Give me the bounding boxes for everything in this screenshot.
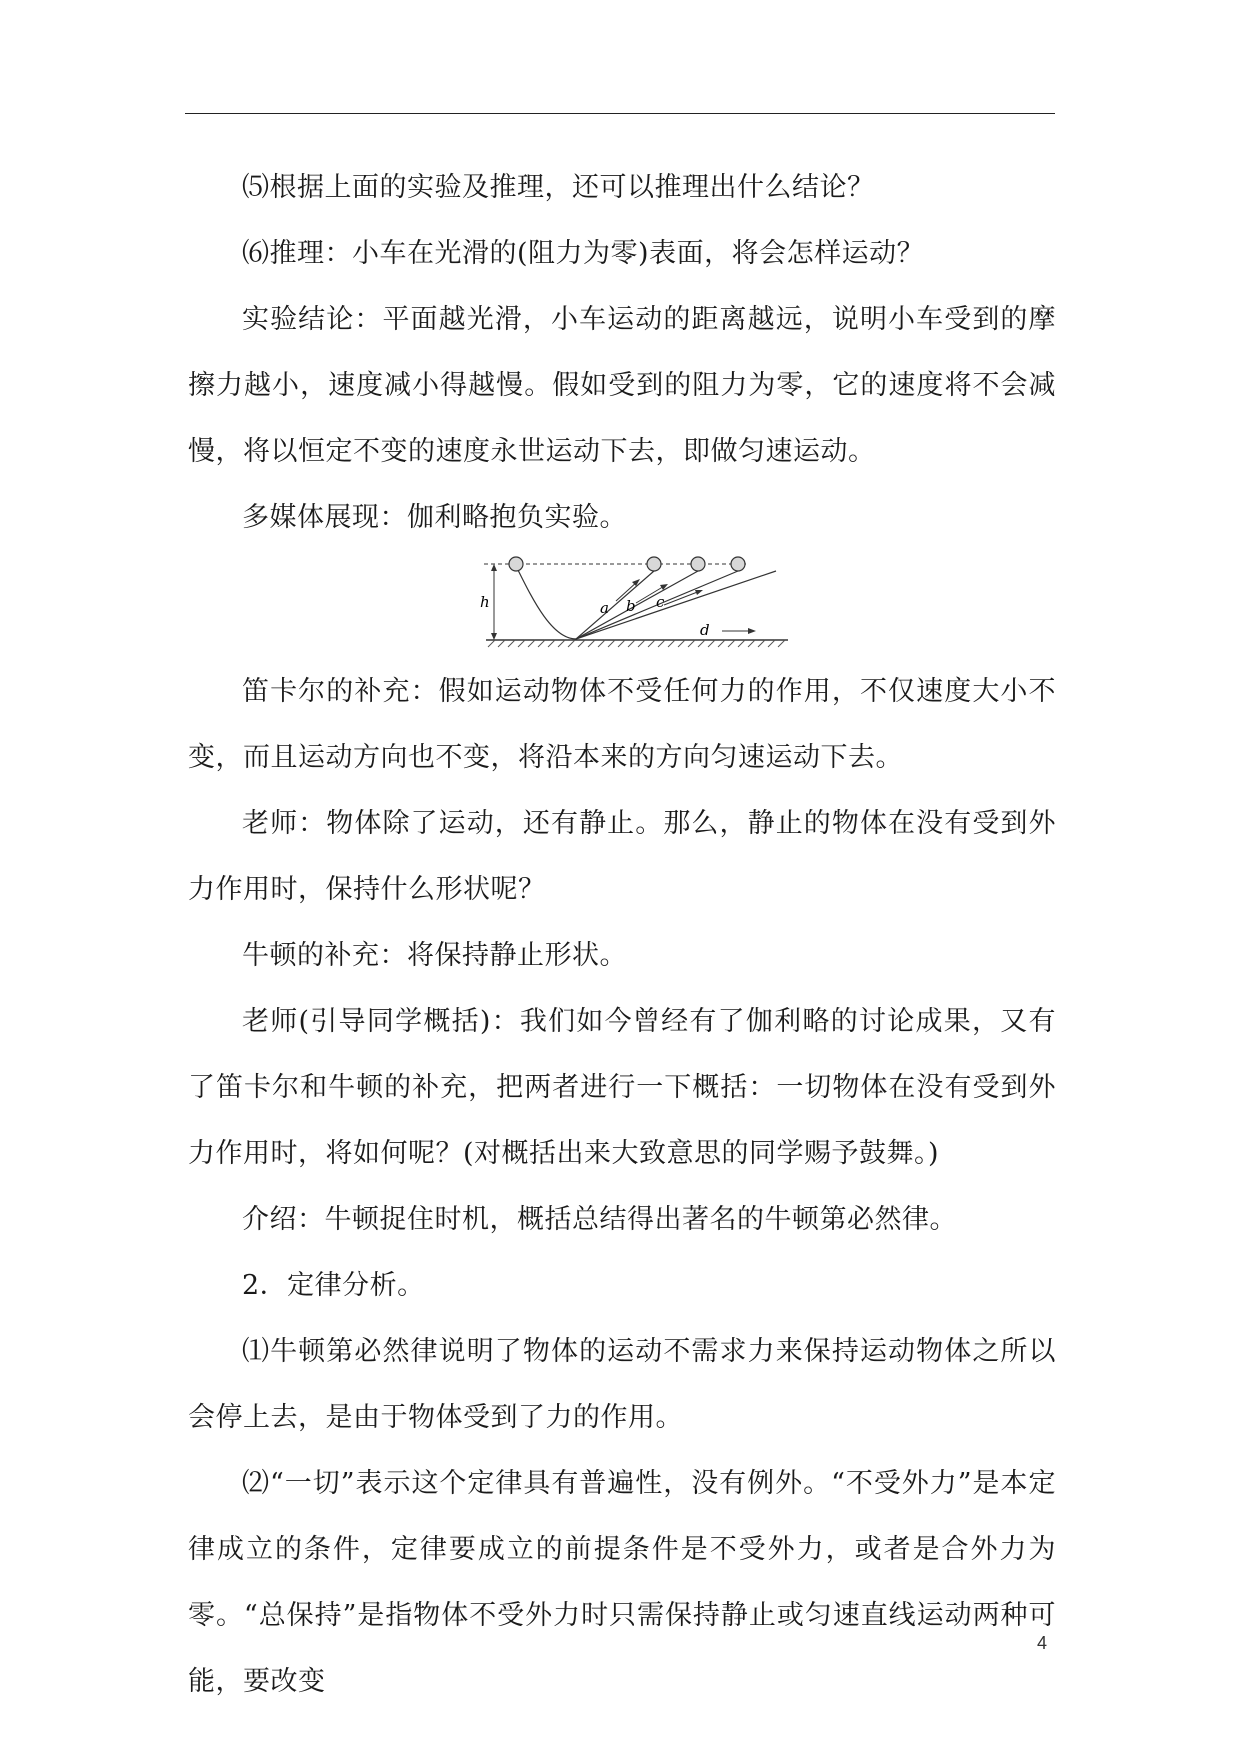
height-arrow-bottom [491, 633, 497, 640]
document-body [188, 155, 1056, 1715]
label-b: b [626, 597, 636, 615]
ball-start [509, 557, 523, 571]
paragraph-question-6: ⑹推理：小车在光滑的(阻力为零)表面，将会怎样运动？ [242, 238, 925, 269]
label-c: c [656, 593, 665, 611]
paragraph-newton: 牛顿的补充：将保持静止形状。 [242, 940, 627, 971]
galileo-experiment-figure [188, 551, 1056, 659]
paragraph-section-2: 2．定律分析。 [242, 1270, 425, 1301]
paragraph-conclusion: 实验结论：平面越光滑，小车运动的距离越远，说明小车受到的摩擦力越小，速度减小得越慢。假如受到的阻力为零，它的速度将不会减慢，将以恒定不变的速度永世运动下去，即做匀速运动。 [188, 304, 1056, 467]
ball-c [691, 557, 705, 571]
label-a: a [600, 599, 609, 617]
ground-hatching [488, 640, 785, 647]
paragraph-intro: 介绍：牛顿捉住时机，概括总结得出著名的牛顿第必然律。 [242, 1204, 957, 1235]
header-rule [185, 113, 1055, 114]
page-number: 4 [1037, 1633, 1048, 1653]
label-d: d [700, 621, 710, 639]
paragraph-teacher-2: 老师(引导同学概括)：我们如今曾经有了伽利略的讨论成果，又有了笛卡尔和牛顿的补充，把两者进行一下概括：一切物体在没有受到外力作用时，将如何呢？(对概括出来大致意思的同学赐予鼓舞。) [188, 1006, 1056, 1169]
paragraph-teacher-1: 老师：物体除了运动，还有静止。那么，静止的物体在没有受到外力作用时，保持什么形状呢？ [188, 808, 1056, 905]
galileo-ramp-diagram [476, 551, 796, 655]
paragraph-analysis-2: ⑵“一切”表示这个定律具有普遍性，没有例外。“不受外力”是本定律成立的条件，定律要成立的前提条件是不受外力，或者是合外力为零。“总保持”是指物体不受外力时只需保持静止或匀速直线运动两种可能，要改变 [188, 1468, 1056, 1697]
ball-b [647, 557, 661, 571]
ramp-a [576, 571, 654, 639]
paragraph-descartes: 笛卡尔的补充：假如运动物体不受任何力的作用，不仅速度大小不变，而且运动方向也不变，将沿本来的方向匀速运动下去。 [188, 676, 1056, 773]
paragraph-analysis-1: ⑴牛顿第必然律说明了物体的运动不需求力来保持运动物体之所以会停上去，是由于物体受到了力的作用。 [188, 1336, 1056, 1433]
ball-d [731, 557, 745, 571]
paragraph-multimedia: 多媒体展现：伽利略抱负实验。 [242, 502, 627, 533]
height-arrow-top [491, 564, 497, 571]
label-h: h [480, 593, 490, 611]
left-curve [516, 566, 576, 639]
paragraph-question-5: ⑸根据上面的实验及推理，还可以推理出什么结论？ [242, 172, 875, 203]
